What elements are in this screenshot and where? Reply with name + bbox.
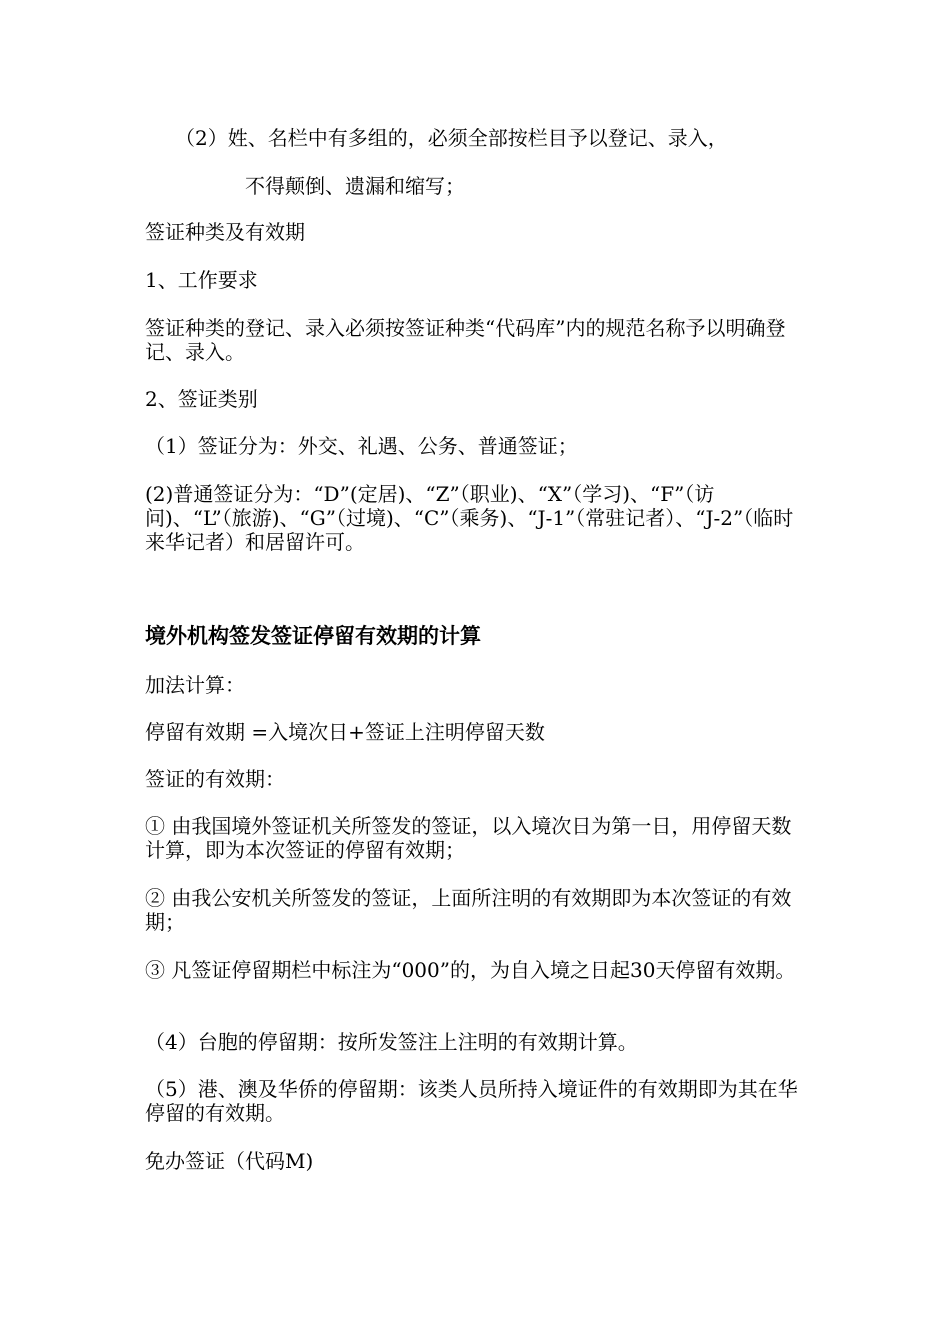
- paragraph-registration-rule: 签证种类的登记、录入必须按签证种类“代码库”内的规范名称予以明确登记、录入。: [145, 316, 786, 364]
- paragraph-item-2: ② 由我公安机关所签发的签证，上面所注明的有效期即为本次签证的有效期；: [145, 886, 792, 934]
- paragraph-name-rule: （2）姓、名栏中有多组的，必须全部按栏目予以登记、录入，: [175, 126, 728, 150]
- paragraph-visa-validity: 签证的有效期：: [145, 767, 285, 791]
- paragraph-work-requirements: 1、工作要求: [145, 268, 258, 292]
- paragraph-ordinary-visa-classes: (2)普通签证分为：“D”(定居)、“Z”（职业)、“X”（学习)、“F”（访问)、“L”（旅游)、“G”（过境)、“C”（乘务)、“J-1”（常驻记者）、“J-2”（临时来华记者）和居留许可。: [145, 482, 794, 554]
- paragraph-item-3: ③ 凡签证停留期栏中标注为“000”的，为自入境之日起30天停留有效期。: [145, 958, 796, 982]
- paragraph-item-4: （4）台胞的停留期：按所发签注上注明的有效期计算。: [145, 1030, 638, 1054]
- paragraph-name-rule-continued: 不得颠倒、遗漏和缩写；: [245, 174, 465, 198]
- paragraph-visa-exempt: 免办签证（代码M): [145, 1149, 314, 1173]
- paragraph-formula: 停留有效期 =入境次日+签证上注明停留天数: [145, 720, 545, 744]
- paragraph-visa-classes: （1）签证分为：外交、礼遇、公务、普通签证；: [145, 434, 578, 458]
- paragraph-addition-calculation: 加法计算：: [145, 673, 245, 697]
- paragraph-visa-types-title: 签证种类及有效期: [145, 220, 305, 244]
- paragraph-item-5: （5）港、澳及华侨的停留期：该类人员所持入境证件的有效期即为其在华停留的有效期。: [145, 1077, 798, 1125]
- section-heading: 境外机构签发签证停留有效期的计算: [145, 624, 481, 648]
- paragraph-visa-categories: 2、签证类别: [145, 387, 258, 411]
- paragraph-item-1: ① 由我国境外签证机关所签发的签证，以入境次日为第一日，用停留天数计算，即为本次签证的停留有效期；: [145, 814, 792, 862]
